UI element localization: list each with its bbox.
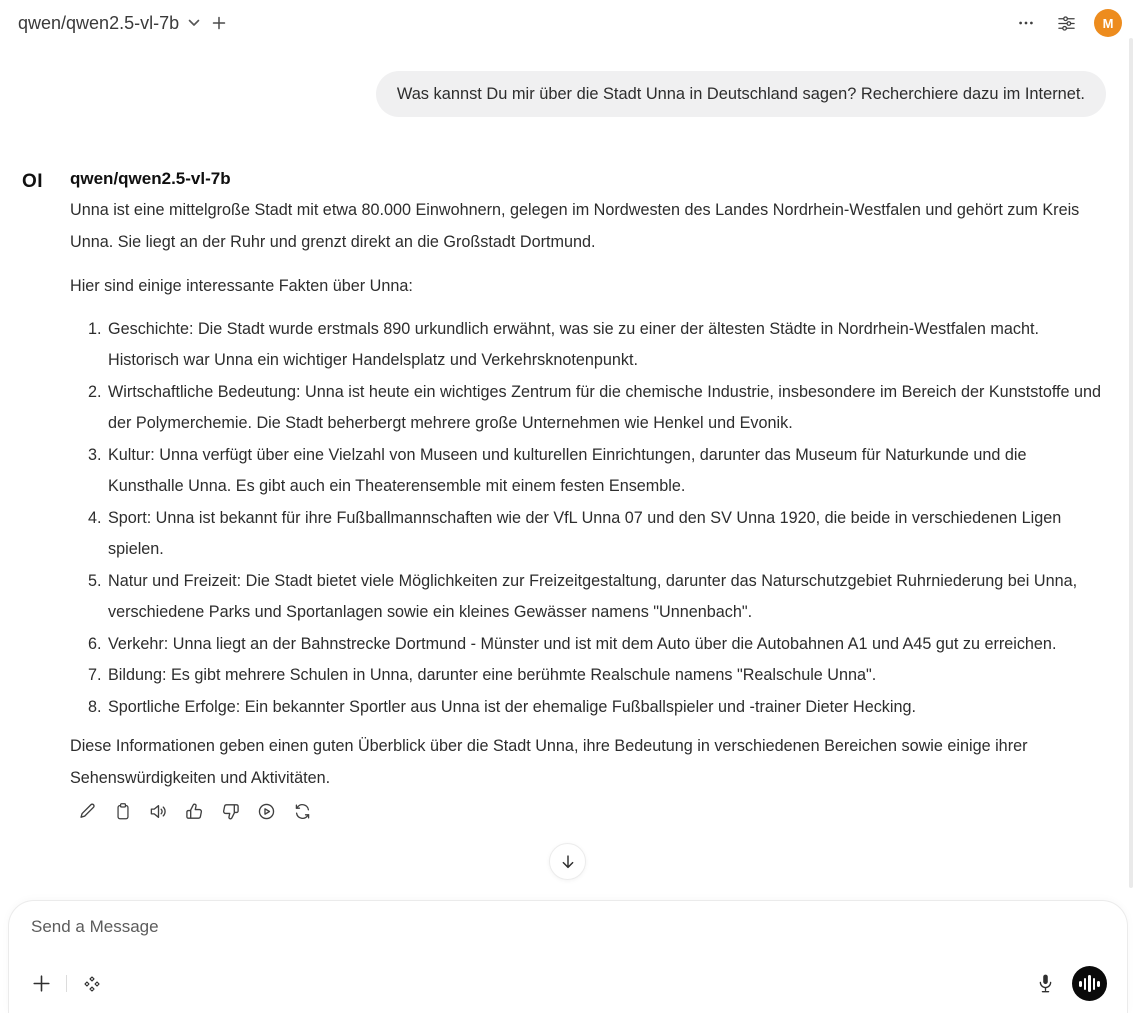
play-circle-icon <box>257 802 276 821</box>
assistant-avatar-label: OI <box>22 171 44 192</box>
thumbs-up-icon <box>185 802 204 821</box>
list-item: 7. Bildung: Es gibt mehrere Schulen in Unna, darunter eine berühmte Realschule namens "Realschule Unna". <box>106 660 1106 692</box>
more-options-button[interactable] <box>1013 10 1039 36</box>
arrow-down-icon <box>559 853 577 871</box>
new-chat-button[interactable] <box>212 16 226 30</box>
user-message-bubble <box>376 71 1106 117</box>
paragraph-outro: Diese Informationen geben einen guten Überblick über die Stadt Unna, ihre Bedeutung in verschiedenen Bereichen sowie einige ihrer Sehenswürdigkeiten und Aktivitäten. <box>70 737 1028 787</box>
assistant-message <box>0 168 1136 823</box>
regenerate-icon <box>293 802 312 821</box>
tools-button[interactable] <box>79 971 105 997</box>
attach-button[interactable] <box>29 971 54 996</box>
speaker-icon <box>149 802 168 821</box>
assistant-avatar <box>22 168 70 823</box>
tools-diamonds-icon <box>83 975 101 993</box>
user-message-row <box>0 71 1136 117</box>
user-message-text: Was kannst Du mir über die Stadt Unna in Deutschland sagen? Recherchiere dazu im Internet. <box>396 85 1085 103</box>
model-selector-label: qwen/qwen2.5-vl-7b <box>18 12 180 33</box>
list-item: 2. Wirtschaftliche Bedeutung: Unna ist heute ein wichtiges Zentrum für die chemische Industrie, insbesondere im Bereich der Kunststoffe und der Polymerchemie. Die Stadt beherbergt mehrere große Unternehmen wie Henkel und Evonik. <box>106 377 1106 440</box>
voice-waveform-icon <box>1079 975 1100 992</box>
regenerate-button[interactable] <box>291 800 314 823</box>
thumbs-down-icon <box>221 802 240 821</box>
list-item: 3. Kultur: Unna verfügt über eine Vielzahl von Museen und kulturellen Einrichtungen, darunter das Museum für Naturkunde und die Kunsthalle Unna. Es gibt auch ein Theaterensemble mit einem festen Ensemble. <box>106 440 1106 503</box>
pencil-icon <box>78 802 97 821</box>
plus-icon <box>212 16 226 30</box>
model-selector[interactable] <box>18 13 200 34</box>
list-item: 6. Verkehr: Unna liegt an der Bahnstrecke Dortmund - Münster und ist mit dem Auto über die Autobahnen A1 und A45 gut zu erreichen. <box>106 629 1106 661</box>
chevron-down-icon <box>188 19 200 27</box>
plus-icon <box>33 975 50 992</box>
facts-list <box>70 314 1106 724</box>
copy-button[interactable] <box>112 800 134 823</box>
ellipsis-icon <box>1017 14 1035 32</box>
scrollbar[interactable] <box>1129 38 1133 888</box>
bad-response-button[interactable] <box>219 800 242 823</box>
clipboard-icon <box>114 802 132 821</box>
list-item: 1. Geschichte: Die Stadt wurde erstmals 890 urkundlich erwähnt, was sie zu einer der ältesten Städte in Nordrhein-Westfalen macht. Historisch war Unna ein wichtiger Handelsplatz und Verkehrsknotenpunkt. <box>106 314 1106 377</box>
scroll-to-bottom-button[interactable] <box>549 843 586 880</box>
good-response-button[interactable] <box>183 800 206 823</box>
top-bar <box>0 0 1136 38</box>
dictate-button[interactable] <box>1032 969 1059 998</box>
composer-divider <box>66 975 67 992</box>
sliders-icon <box>1057 14 1076 33</box>
continue-response-button[interactable] <box>255 800 278 823</box>
list-item: 8. Sportliche Erfolge: Ein bekannter Sportler aus Unna ist der ehemalige Fußballspieler und -trainer Dieter Hecking. <box>106 692 1106 724</box>
chat-controls-button[interactable] <box>1053 10 1080 37</box>
paragraph-intro: Unna ist eine mittelgroße Stadt mit etwa 80.000 Einwohnern, gelegen im Nordwesten des Landes Nordrhein-Westfalen und gehört zum Kreis Unna. Sie liegt an der Ruhr und grenzt direkt an die Großstadt Dortmund. <box>70 201 1080 251</box>
message-input[interactable]: Send a Message <box>31 917 159 936</box>
message-actions <box>76 800 1106 823</box>
composer <box>8 900 1128 1013</box>
edit-button[interactable] <box>76 800 99 823</box>
paragraph-facts-lead: Hier sind einige interessante Fakten über Unna: <box>70 277 413 295</box>
read-aloud-button[interactable] <box>147 800 170 823</box>
microphone-icon <box>1036 973 1055 994</box>
voice-mode-button[interactable] <box>1072 966 1107 1001</box>
assistant-model-name: qwen/qwen2.5-vl-7b <box>70 169 231 188</box>
user-avatar[interactable] <box>1094 9 1122 37</box>
user-avatar-initial: M <box>1102 15 1114 31</box>
list-item: 5. Natur und Freizeit: Die Stadt bietet viele Möglichkeiten zur Freizeitgestaltung, darunter das Naturschutzgebiet Ruhrniederung bei Unna, verschiedene Parks und Sportanlagen sowie ein kleines Gewässer namens "Unnenbach". <box>106 566 1106 629</box>
list-item: 4. Sport: Unna ist bekannt für ihre Fußballmannschaften wie der VfL Unna 07 und den SV Unna 1920, die beide in verschiedenen Ligen spielen. <box>106 503 1106 566</box>
assistant-response-text <box>70 195 1106 794</box>
